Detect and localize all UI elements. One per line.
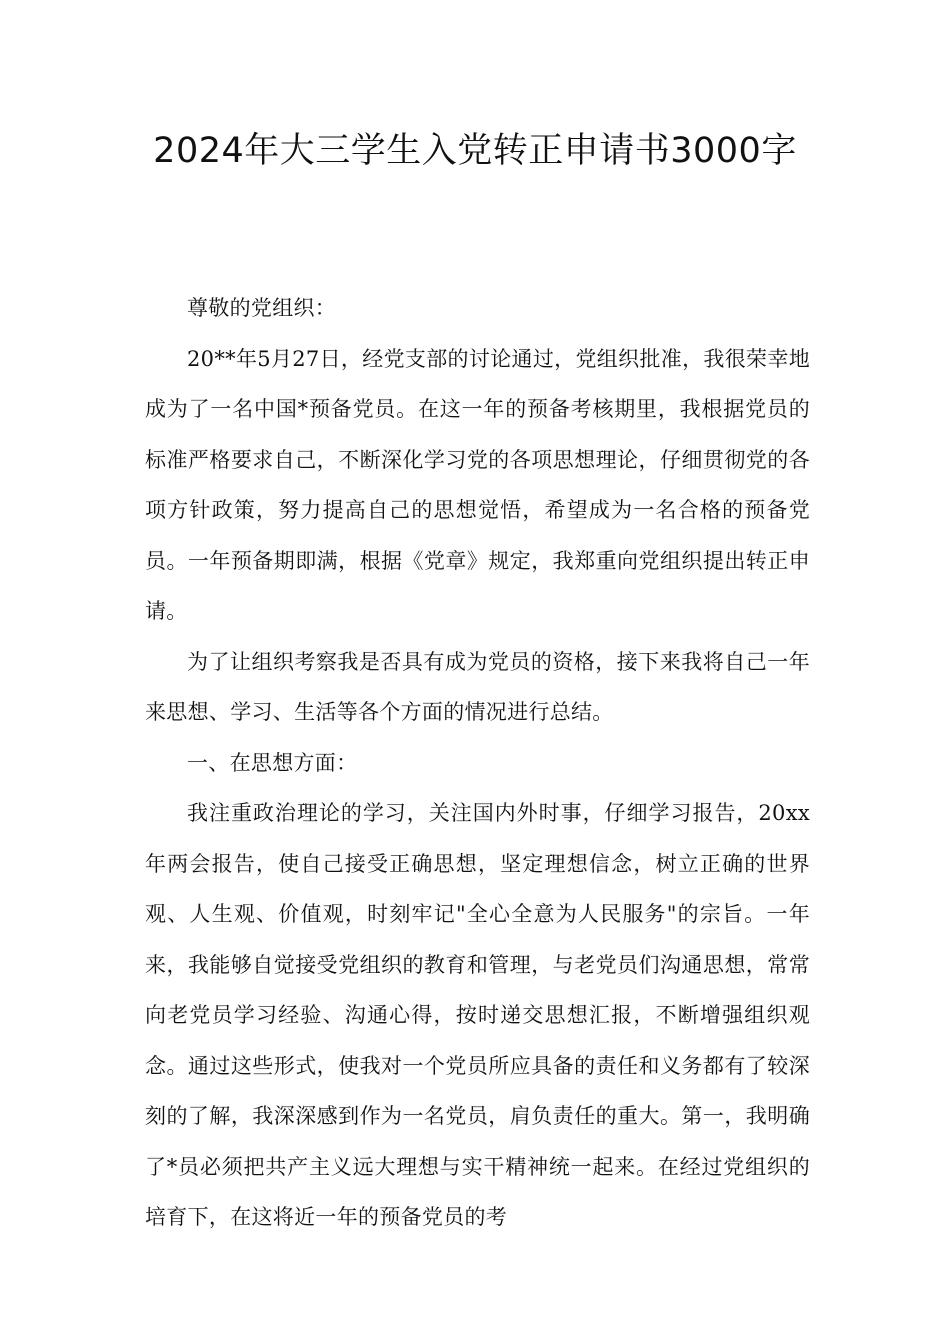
document-title: 2024年大三学生入党转正申请书3000字 [153, 131, 797, 171]
body-paragraph: 我注重政治理论的学习，关注国内外时事，仔细学习报告，20xx年两会报告，使自己接受正确思想，坚定理想信念，树立正确的世界观、人生观、价值观，时刻牢记"全心全意为人民服务"的宗旨。一年来，我能够自觉接受党组织的教育和管理，与老党员们沟通思想，常常向老党员学习经验、沟通心得，按时递交思想汇报，不断增强组织观念。通过这些形式，使我对一个党员所应具备的责任和义务都有了较深刻的了解，我深深感到作为一名党员，肩负责任的重大。第一，我明确了*员必须把共产主义远大理想与实干精神统一起来。在经过党组织的培育下，在这将近一年的预备党员的考 [145, 801, 810, 1229]
body-paragraph: 为了让组织考察我是否具有成为党员的资格，接下来我将自己一年来思想、学习、生活等各个方面的情况进行总结。 [145, 649, 810, 724]
salutation: 尊敬的党组织： [187, 296, 337, 320]
document-body [145, 283, 810, 1243]
body-paragraph: 20**年5月27日，经党支部的讨论通过，党组织批准，我很荣幸地成为了一名中国*预备党员。在这一年的预备考核期里，我根据党员的标准严格要求自己，不断深化学习党的各项思想理论，仔细贯彻党的各项方针政策，努力提高自己的思想觉悟，希望成为一名合格的预备党员。一年预备期即满，根据《党章》规定，我郑重向党组织提出转正申请。 [145, 346, 810, 623]
section-heading: 一、在思想方面： [187, 750, 358, 775]
